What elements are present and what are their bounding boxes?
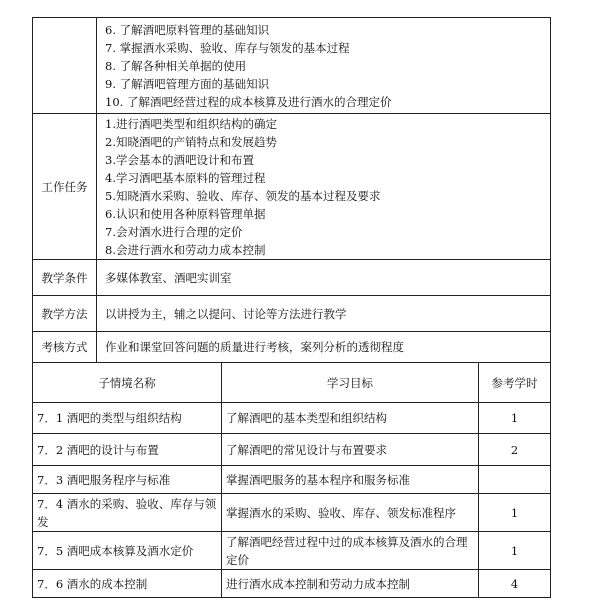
list-item: 1.进行酒吧类型和组织结构的确定: [105, 116, 277, 131]
work-tasks-content: [97, 114, 551, 260]
list-item: 7.会对酒水进行合理的定价: [105, 224, 243, 239]
table-row: [33, 570, 551, 598]
table-row: [33, 494, 551, 532]
assessment-label: 考核方式: [33, 332, 97, 363]
row-name: 7．1 酒吧的类型与组织结构: [33, 403, 222, 434]
teaching-conditions-value: 多媒体教室、酒吧实训室: [97, 260, 551, 296]
table-row: [33, 403, 551, 434]
table-row: [33, 532, 551, 570]
teaching-conditions-row: [33, 260, 551, 296]
row-hours: 1: [479, 532, 551, 570]
list-item: 9. 了解酒吧管理方面的基础知识: [105, 76, 270, 91]
teaching-conditions-label: 教学条件: [33, 260, 97, 296]
list-item: 10. 了解酒吧经营过程的成本核算及进行酒水的合理定价: [105, 94, 392, 109]
course-info-table: [32, 17, 551, 363]
row-hours: 2: [479, 434, 551, 466]
list-item: 6.认识和使用各种原料管理单据: [105, 206, 266, 221]
row-name: 7．2 酒吧的设计与布置: [33, 434, 222, 466]
row-goal: 进行酒水成本控制和劳动力成本控制: [222, 570, 479, 598]
sub-scenario-table: [32, 362, 551, 598]
knowledge-label-cell: [33, 18, 97, 114]
row-hours: [479, 466, 551, 494]
list-item: 3.学会基本的酒吧设计和布置: [105, 152, 254, 167]
teaching-methods-value: 以讲授为主，辅之以提问、讨论等方法进行教学: [97, 296, 551, 332]
header-name: 子情境名称: [33, 363, 222, 403]
row-goal: 了解酒吧的常见设计与布置要求: [222, 434, 479, 466]
list-item: 8. 了解各种相关单据的使用: [105, 58, 247, 73]
row-name: 7．6 酒水的成本控制: [33, 570, 222, 598]
knowledge-content-cell: [97, 18, 551, 114]
list-item: 2.知晓酒吧的产销特点和发展趋势: [105, 134, 277, 149]
row-hours: 1: [479, 494, 551, 532]
list-item: 7. 掌握酒水采购、验收、库存与领发的基本过程: [105, 40, 350, 55]
row-goal: 了解酒吧经营过程中过的成本核算及酒水的合理定价: [222, 532, 479, 570]
assessment-row: [33, 332, 551, 363]
row-name: 7．4 酒水的采购、验收、库存与领发: [33, 494, 222, 532]
list-item: 6. 了解酒吧原料管理的基础知识: [105, 22, 270, 37]
list-item: 5.知晓酒水采购、验收、库存、领发的基本过程及要求: [105, 188, 381, 203]
row-goal: 了解酒吧的基本类型和组织结构: [222, 403, 479, 434]
assessment-value: 作业和课堂回答问题的质量进行考核，案列分析的透彻程度: [97, 332, 551, 363]
table-header-row: [33, 363, 551, 403]
knowledge-row: [33, 18, 551, 114]
teaching-methods-row: [33, 296, 551, 332]
work-tasks-row: [33, 114, 551, 260]
list-item: 4.学习酒吧基本原料的管理过程: [105, 170, 266, 185]
row-hours: 1: [479, 403, 551, 434]
row-name: 7．5 酒吧成本核算及酒水定价: [33, 532, 222, 570]
row-goal: 掌握酒吧服务的基本程序和服务标准: [222, 466, 479, 494]
row-name: 7．3 酒吧服务程序与标准: [33, 466, 222, 494]
teaching-methods-label: 教学方法: [33, 296, 97, 332]
row-hours: 4: [479, 570, 551, 598]
table-row: [33, 466, 551, 494]
header-hours: 参考学时: [479, 363, 551, 403]
list-item: 8.会进行酒水和劳动力成本控制: [105, 242, 266, 257]
header-goal: 学习目标: [222, 363, 479, 403]
table-row: [33, 434, 551, 466]
work-tasks-label: 工作任务: [33, 114, 97, 260]
row-goal: 掌握酒水的采购、验收、库存、领发标准程序: [222, 494, 479, 532]
